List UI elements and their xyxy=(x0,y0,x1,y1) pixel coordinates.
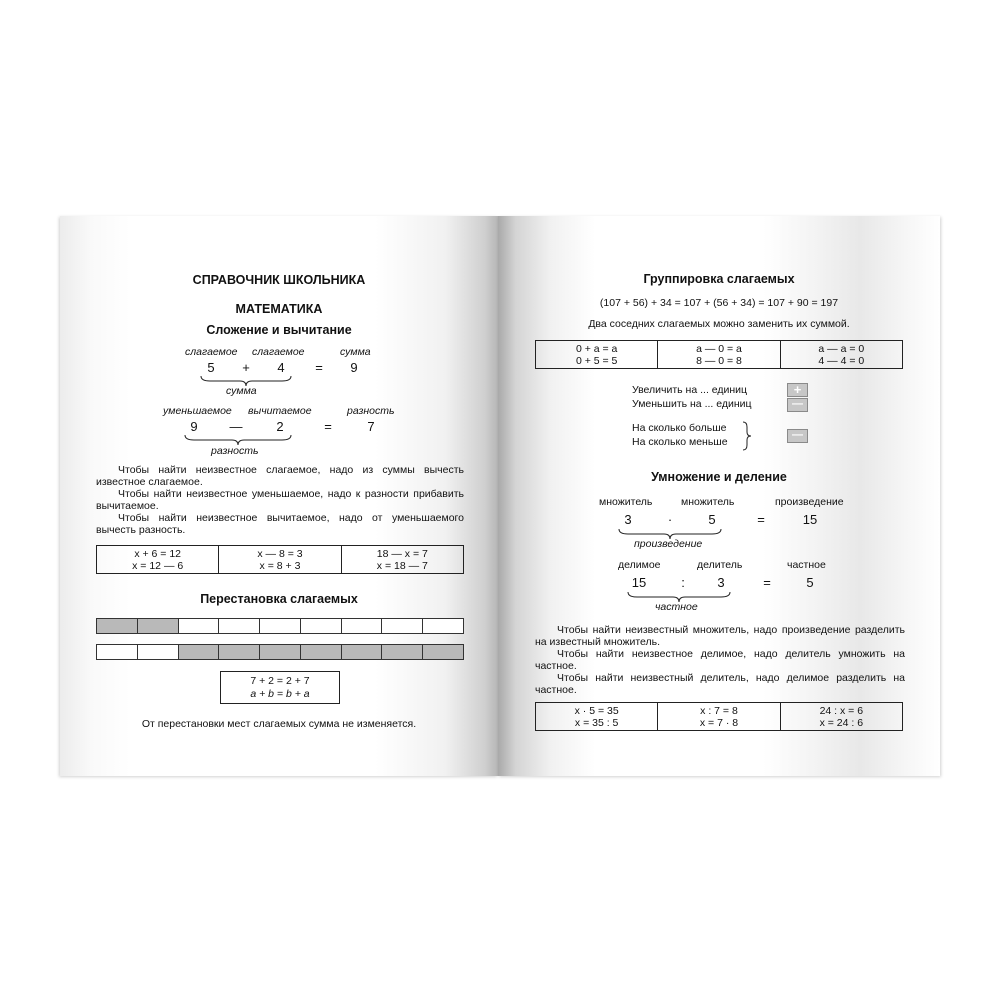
right-page xyxy=(498,216,940,776)
example-line: 4 — 4 = 0 xyxy=(818,354,865,367)
minus-icon: — xyxy=(787,398,808,412)
section-title-permutation: Перестановка слагаемых xyxy=(200,592,358,606)
rule-paragraph: Чтобы найти неизвестное уменьшаемое, надо к разности прибавить вычитаемое. xyxy=(96,488,464,512)
example-line: a — 0 = a xyxy=(696,342,742,355)
segment-bar-1 xyxy=(96,618,464,634)
how-much-less-label: На сколько меньше xyxy=(632,436,728,448)
example-line: 8 — 0 = 8 xyxy=(696,354,742,367)
bar-segment-filled xyxy=(423,645,463,659)
how-much-more-label: На сколько больше xyxy=(632,422,727,434)
add-equals: = xyxy=(315,360,323,375)
mul-operand-a: 3 xyxy=(624,512,632,527)
rules-mul-div xyxy=(535,624,905,696)
example-line: x = 24 : 6 xyxy=(819,716,864,729)
sub-operator: — xyxy=(229,419,243,434)
table-cell xyxy=(342,546,463,573)
div-operand-b: 3 xyxy=(717,575,725,590)
bar-segment-empty xyxy=(97,645,138,659)
example-line: x · 5 = 35 xyxy=(574,704,619,717)
bar-segment-filled xyxy=(301,645,342,659)
table-cell xyxy=(658,341,780,368)
add-operand-a: 5 xyxy=(207,360,215,375)
bar-segment-filled xyxy=(97,619,138,633)
example-line: 0 + a = a xyxy=(575,342,618,355)
label-sum: сумма xyxy=(340,346,371,358)
label-factor-1: множитель xyxy=(599,496,653,508)
sub-brace-label: разность xyxy=(211,445,259,457)
bar-segment-empty xyxy=(423,619,463,633)
add-operator: + xyxy=(242,360,250,375)
example-line: 18 — x = 7 xyxy=(376,547,428,560)
div-operand-a: 15 xyxy=(631,575,647,590)
bar-segment-filled xyxy=(179,645,220,659)
bar-segment-filled xyxy=(342,645,383,659)
examples-table-mul-div xyxy=(535,702,903,731)
label-difference: разность xyxy=(347,405,395,417)
section-title-mul-div: Умножение и деление xyxy=(651,470,787,484)
example-line: x = 18 — 7 xyxy=(376,559,428,572)
table-cell xyxy=(658,703,780,730)
mul-brace-label: произведение xyxy=(634,538,703,550)
rules-add-sub xyxy=(96,464,464,536)
sub-operand-a: 9 xyxy=(190,419,198,434)
bar-segment-empty xyxy=(179,619,220,633)
table-cell xyxy=(97,546,219,573)
label-quotient: частное xyxy=(787,559,826,571)
segment-bar-2 xyxy=(96,644,464,660)
plus-icon: + xyxy=(787,383,808,397)
commutative-line-1: 7 + 2 = 2 + 7 xyxy=(250,675,310,687)
example-line: a — a = 0 xyxy=(818,342,865,355)
example-line: x = 12 — 6 xyxy=(132,559,184,572)
bar-segment-empty xyxy=(342,619,383,633)
section-title-add-sub: Сложение и вычитание xyxy=(206,323,352,337)
rule-paragraph: Чтобы найти неизвестное вычитаемое, надо от уменьшаемого вычесть разность. xyxy=(96,512,464,536)
label-product: произведение xyxy=(775,496,844,508)
zero-table xyxy=(535,340,903,369)
sub-operand-b: 2 xyxy=(276,419,284,434)
label-divisor: делитель xyxy=(697,559,743,571)
example-line: x = 35 : 5 xyxy=(574,716,619,729)
subject-title: МАТЕМАТИКА xyxy=(235,302,323,316)
commutative-rule: От перестановки мест слагаемых сумма не изменяется. xyxy=(141,718,417,730)
commutative-line-2: a + b = b + a xyxy=(250,688,310,700)
bar-segment-empty xyxy=(138,645,179,659)
rule-paragraph: Чтобы найти неизвестный делитель, надо делимое разделить на частное. xyxy=(535,672,905,696)
bar-segment-filled xyxy=(260,645,301,659)
example-line: x = 8 + 3 xyxy=(259,559,301,572)
book-title: СПРАВОЧНИК ШКОЛЬНИКА xyxy=(192,273,366,287)
left-page xyxy=(60,216,498,776)
bar-segment-filled xyxy=(138,619,179,633)
table-cell xyxy=(219,546,341,573)
bar-segment-empty xyxy=(219,619,260,633)
table-cell xyxy=(536,703,658,730)
rule-paragraph: Чтобы найти неизвестный множитель, надо произведение разделить на известный множитель. xyxy=(535,624,905,648)
div-brace-label: частное xyxy=(655,601,698,613)
rule-paragraph: Чтобы найти неизвестное делимое, надо делитель умножить на частное. xyxy=(535,648,905,672)
section-title-grouping: Группировка слагаемых xyxy=(643,272,795,286)
sub-equals: = xyxy=(324,419,332,434)
add-operand-b: 4 xyxy=(277,360,285,375)
label-dividend: делимое xyxy=(618,559,661,571)
div-result: 5 xyxy=(806,575,814,590)
commutative-box xyxy=(220,671,340,704)
examples-table-add-sub xyxy=(96,545,464,574)
add-result: 9 xyxy=(350,360,358,375)
bar-segment-filled xyxy=(382,645,423,659)
bar-segment-filled xyxy=(219,645,260,659)
grouping-example: (107 + 56) + 34 = 107 + (56 + 34) = 107 + 90 = 197 xyxy=(599,297,839,309)
example-line: 0 + 5 = 5 xyxy=(575,354,618,367)
sub-result: 7 xyxy=(367,419,375,434)
example-line: x : 7 = 8 xyxy=(700,704,738,717)
example-line: x + 6 = 12 xyxy=(134,547,182,560)
mul-operand-b: 5 xyxy=(708,512,716,527)
table-cell xyxy=(781,341,902,368)
label-minuend: уменьшаемое xyxy=(163,405,232,417)
example-line: x — 8 = 3 xyxy=(257,547,303,560)
div-equals: = xyxy=(763,575,771,590)
div-operator: : xyxy=(681,575,685,590)
increase-label: Увеличить на ... единиц xyxy=(632,384,748,396)
mul-result: 15 xyxy=(802,512,818,527)
minus-icon: — xyxy=(787,429,808,443)
bar-segment-empty xyxy=(260,619,301,633)
decrease-label: Уменьшить на ... единиц xyxy=(632,398,752,410)
example-line: 24 : x = 6 xyxy=(819,704,864,717)
label-addend-1: слагаемое xyxy=(185,346,238,358)
rule-paragraph: Чтобы найти неизвестное слагаемое, надо из суммы вычесть известное слагаемое. xyxy=(96,464,464,488)
right-brace-icon xyxy=(742,421,752,451)
table-cell xyxy=(781,703,902,730)
label-factor-2: множитель xyxy=(681,496,735,508)
table-cell xyxy=(536,341,658,368)
bar-segment-empty xyxy=(382,619,423,633)
label-subtrahend: вычитаемое xyxy=(248,405,312,417)
grouping-rule: Два соседних слагаемых можно заменить их суммой. xyxy=(588,318,850,330)
example-line: x = 7 · 8 xyxy=(699,716,739,729)
bar-segment-empty xyxy=(301,619,342,633)
mul-equals: = xyxy=(757,512,765,527)
add-brace-label: сумма xyxy=(226,385,257,397)
label-addend-2: слагаемое xyxy=(252,346,305,358)
mul-operator: · xyxy=(667,512,673,527)
